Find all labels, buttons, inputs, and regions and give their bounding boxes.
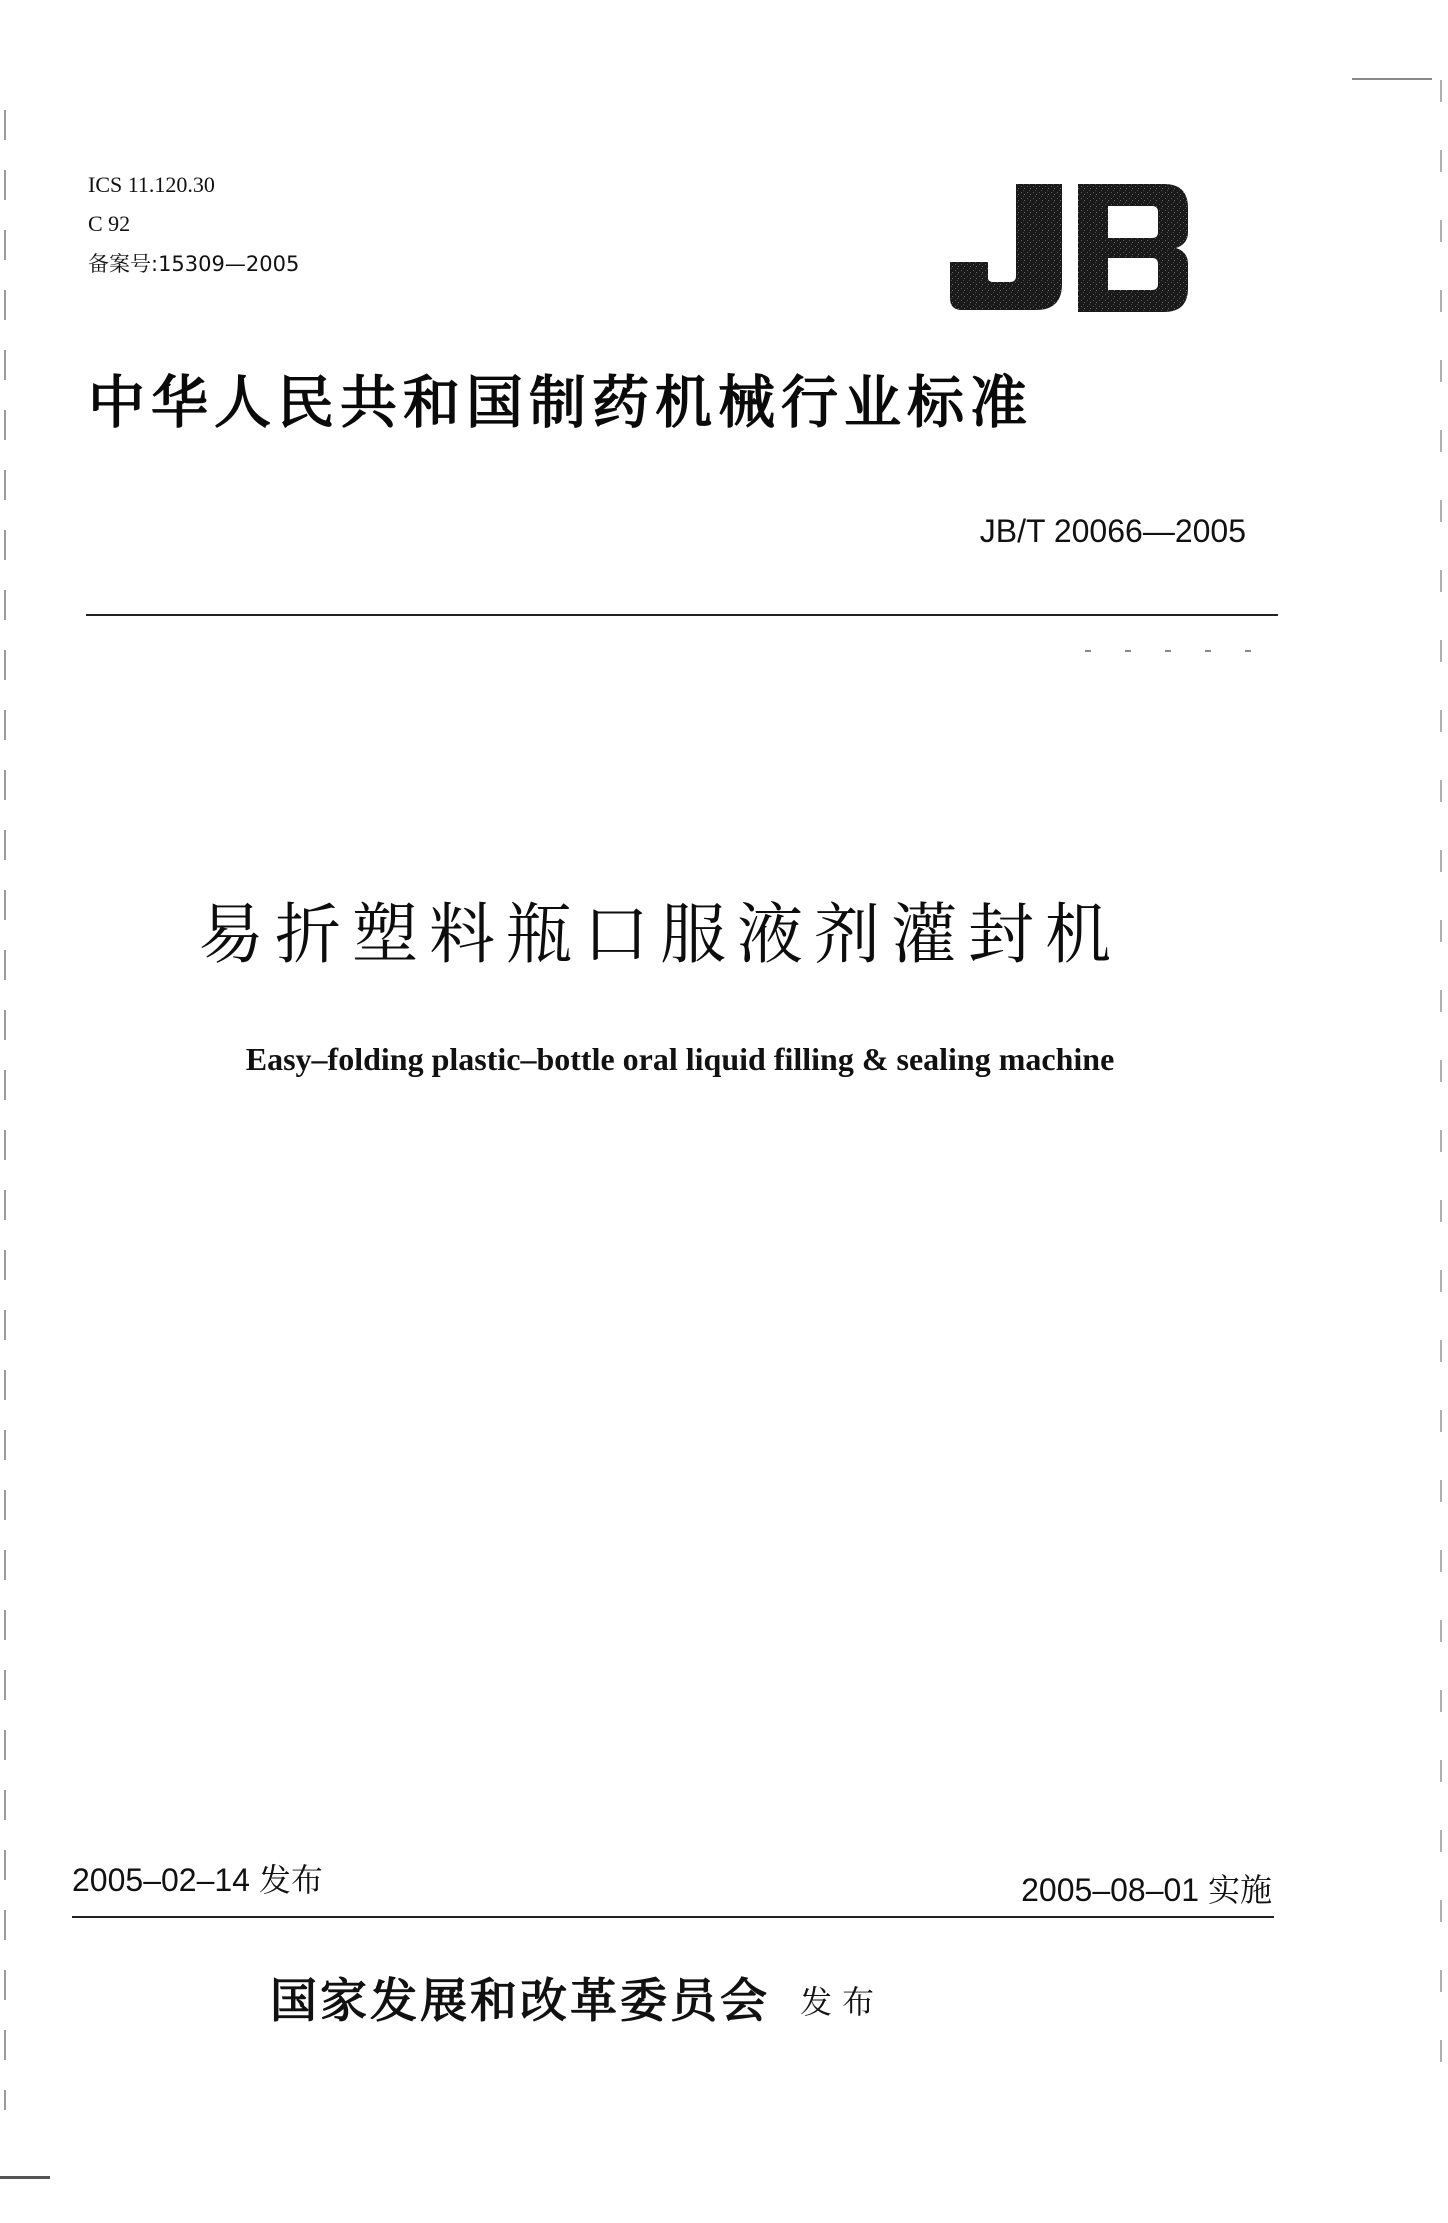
implementation-date: 2005–08–01 实施	[1021, 1872, 1272, 1908]
scan-edge-bottom-left	[0, 2176, 50, 2179]
publisher-name: 国家发展和改革委员会	[270, 1974, 770, 2029]
issue-date: 2005–02–14 发布	[72, 1862, 323, 1898]
scan-edge-left	[4, 110, 6, 2110]
classification-code: C 92	[88, 211, 131, 236]
scan-edge-right	[1440, 80, 1442, 2080]
header-rule	[86, 614, 1278, 616]
record-number: 备案号:15309—2005	[88, 252, 300, 276]
ics-code: ICS 11.120.30	[88, 172, 215, 197]
publisher	[270, 1972, 1170, 2042]
publisher-suffix: 发布	[800, 1983, 885, 2021]
footer-rule	[72, 1916, 1274, 1918]
document-title-chinese: 易折塑料瓶口服液剂灌封机	[198, 896, 1122, 973]
scan-speckles	[1085, 650, 1265, 652]
industry-standard-title: 中华人民共和国制药机械行业标准	[88, 369, 1033, 436]
standard-number: JB/T 20066—2005	[979, 513, 1246, 549]
scan-edge-top-right	[1352, 78, 1432, 80]
jb-logo	[948, 178, 1193, 318]
document-title-english: Easy–folding plastic–bottle oral liquid filling & sealing machine	[245, 1041, 1115, 1077]
